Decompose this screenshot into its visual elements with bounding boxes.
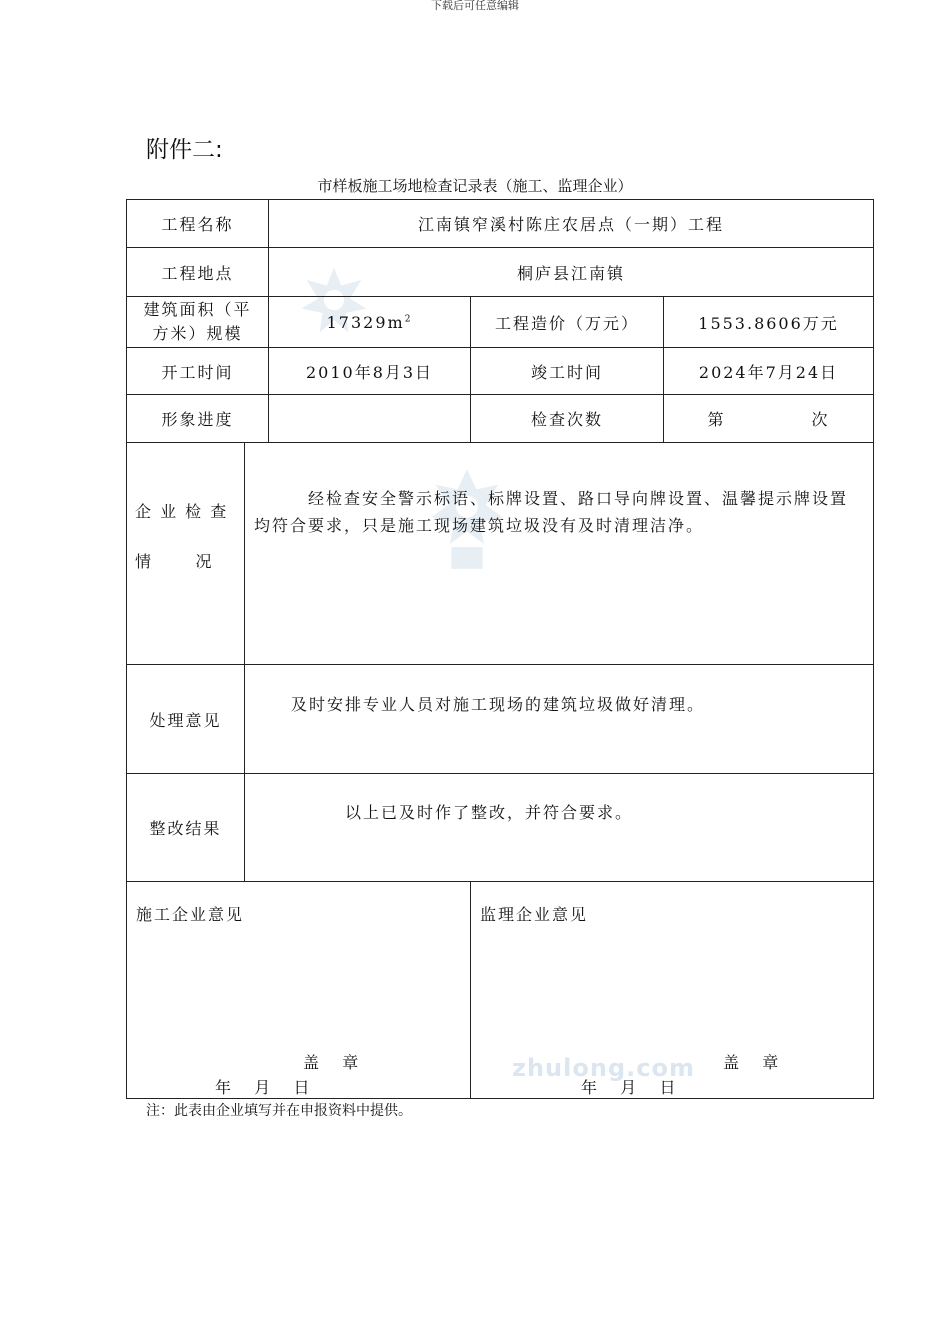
- area-unit-superscript: 2: [404, 314, 413, 325]
- finish-date-value: 2024年7月24日: [664, 348, 874, 395]
- construction-stamp-label: 盖 章: [303, 1053, 361, 1072]
- inspection-count-prefix: 第: [707, 410, 726, 429]
- inspection-count-value: [664, 395, 874, 443]
- table-row: [127, 297, 874, 348]
- table-row: [127, 882, 874, 1099]
- supervision-stamp-label: 盖 章: [723, 1053, 781, 1072]
- progress-value: [269, 395, 471, 443]
- inspection-record-table: [126, 199, 874, 1099]
- progress-label: 形象进度: [127, 395, 269, 443]
- table-row: [127, 774, 874, 882]
- rectification-content-cell: [245, 774, 874, 882]
- project-cost-label: 工程造价（万元）: [471, 297, 664, 348]
- table-row: [127, 348, 874, 395]
- supervision-opinion-label: 监理企业意见: [480, 905, 589, 924]
- inspection-count-suffix: 次: [811, 410, 830, 429]
- inspection-label: [127, 443, 245, 665]
- project-location-value: 桐庐县江南镇: [269, 248, 874, 297]
- project-location-label: 工程地点: [127, 248, 269, 297]
- project-name-value: 江南镇窄溪村陈庄农居点（一期）工程: [269, 200, 874, 248]
- supervision-opinion-cell: [471, 882, 874, 1099]
- form-title: 市样板施工场地检查记录表（施工、监理企业）: [317, 177, 633, 195]
- inspection-count-label: 检查次数: [471, 395, 664, 443]
- footnote: 注：此表由企业填写并在申报资料中提供。: [146, 1103, 412, 1119]
- construction-date-line: 年 月 日: [215, 1078, 312, 1097]
- handling-label: 处理意见: [127, 665, 245, 774]
- project-cost-value: 1553.8606万元: [664, 297, 874, 348]
- handling-content-cell: [245, 665, 874, 774]
- start-date-label: 开工时间: [127, 348, 269, 395]
- table-row: [127, 200, 874, 248]
- inspection-content-cell: [245, 443, 874, 665]
- rectification-label: 整改结果: [127, 774, 245, 882]
- building-area-value: [269, 297, 471, 348]
- project-name-label: 工程名称: [127, 200, 269, 248]
- table-row: [127, 443, 874, 665]
- inspection-label-line1: 企 业 检 查: [135, 502, 229, 521]
- table-row: [127, 665, 874, 774]
- inspection-text: 经检查安全警示标语、标牌设置、路口导向牌设置、温馨提示牌设置均符合要求，只是施工现场建筑垃圾没有及时清理洁净。: [254, 489, 849, 535]
- rectification-text: 以上已及时作了整改，并符合要求。: [345, 803, 634, 822]
- construction-opinion-cell: [127, 882, 471, 1099]
- attachment-title: 附件二:: [146, 137, 223, 163]
- table-row: [127, 248, 874, 297]
- start-date-value: 2010年8月3日: [269, 348, 471, 395]
- finish-date-label: 竣工时间: [471, 348, 664, 395]
- building-area-number: 17329m: [326, 312, 405, 332]
- table-row: [127, 395, 874, 443]
- construction-opinion-label: 施工企业意见: [136, 905, 245, 924]
- download-note: 下载后可任意编辑: [431, 0, 519, 12]
- building-area-label-line1: 建筑面积（平: [143, 300, 252, 319]
- building-area-label: [127, 297, 269, 348]
- site-watermark-text: zhulong.com: [512, 1054, 695, 1082]
- inspection-label-line2: 情 况: [135, 552, 214, 571]
- supervision-date-line: 年 月 日: [581, 1078, 678, 1097]
- handling-text: 及时安排专业人员对施工现场的建筑垃圾做好清理。: [291, 695, 706, 714]
- building-area-label-line2: 方米）规模: [152, 324, 243, 343]
